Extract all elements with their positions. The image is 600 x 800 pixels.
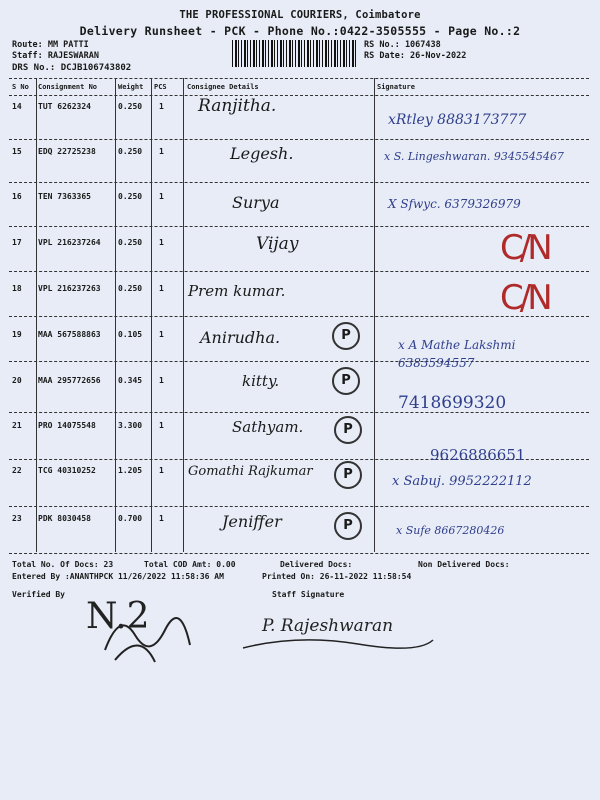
signature-entry: C/N <box>500 228 549 268</box>
delivered-docs: Delivered Docs: <box>280 560 353 569</box>
cell-consignment: PRO 14075548 <box>38 421 96 430</box>
col-header-consignee: Consignee Details <box>187 83 259 91</box>
total-docs: Total No. Of Docs: 23 <box>12 560 114 569</box>
consignee-name: Anirudha. <box>200 328 281 347</box>
cell-consignment: MAA 567588863 <box>38 330 101 339</box>
cell-pcs: 1 <box>159 284 164 293</box>
cell-sno: 20 <box>12 376 22 385</box>
cell-weight: 0.250 <box>118 238 143 247</box>
cell-sno: 19 <box>12 330 22 339</box>
col-header-consignment: Consignment No <box>38 83 98 91</box>
signature-entry: 9626886651 <box>430 446 526 464</box>
cell-consignment: EDQ 22725238 <box>38 147 96 156</box>
divider <box>9 95 589 96</box>
signature-entry: x S. Lingeshwaran. 9345545467 <box>384 150 564 163</box>
cell-weight: 0.250 <box>118 102 143 111</box>
signature-entry: 7418699320 <box>398 393 507 413</box>
cell-pcs: 1 <box>159 238 164 247</box>
rs-date: RS Date: 26-Nov-2022 <box>364 51 467 61</box>
cell-sno: 17 <box>12 238 22 247</box>
staff-label: Staff: RAJESWARAN <box>12 51 99 61</box>
col-header-signature: Signature <box>377 83 415 91</box>
verifier-signature-scribble <box>95 590 215 670</box>
cell-pcs: 1 <box>159 147 164 156</box>
cell-pcs: 1 <box>159 192 164 201</box>
cell-consignment: TUT 6262324 <box>38 102 91 111</box>
staff-signature-label: Staff Signature <box>272 590 345 599</box>
entered-by: Entered By :ANANTHPCK 11/26/2022 11:58:36 AM <box>12 572 224 581</box>
signature-entry: x Sabuj. 9952222112 <box>392 474 532 489</box>
rs-number: RS No.: 1067438 <box>364 40 441 50</box>
cell-consignment: PDK 8030458 <box>38 514 91 523</box>
barcode <box>232 40 358 67</box>
cell-sno: 18 <box>12 284 22 293</box>
consignee-name: Gomathi Rajkumar <box>188 464 313 479</box>
non-delivered-docs: Non Delivered Docs: <box>418 560 510 569</box>
cell-pcs: 1 <box>159 421 164 430</box>
col-header-pcs: PCS <box>154 83 167 91</box>
printed-on: Printed On: 26-11-2022 11:58:54 <box>262 572 412 581</box>
route-label: Route: MM PATTI <box>12 40 89 50</box>
signature-entry: xRtley 8883173777 <box>388 112 527 128</box>
consignee-name: Sathyam. <box>232 418 304 436</box>
cell-pcs: 1 <box>159 466 164 475</box>
cell-weight: 0.700 <box>118 514 143 523</box>
pod-stamp-icon: P <box>334 512 362 540</box>
divider <box>9 78 589 79</box>
total-cod: Total COD Amt: 0.00 <box>144 560 236 569</box>
col-header-sno: S No <box>12 83 29 91</box>
company-title: THE PROFESSIONAL COURIERS, Coimbatore <box>179 9 421 21</box>
runsheet-subtitle: Delivery Runsheet - PCK - Phone No.:0422-3505555 - Page No.:2 <box>79 24 521 38</box>
cell-weight: 0.250 <box>118 147 143 156</box>
consignee-name: Ranjitha. <box>198 96 277 116</box>
consignee-name: Jeniffer <box>222 512 282 531</box>
staff-signature: P. Rajeshwaran <box>262 616 394 636</box>
consignee-name: Surya <box>232 193 280 212</box>
cell-weight: 0.105 <box>118 330 143 339</box>
row-divider <box>9 139 589 140</box>
row-divider <box>9 182 589 183</box>
pod-stamp-icon: P <box>332 367 360 395</box>
pod-stamp-icon: P <box>332 322 360 350</box>
cell-consignment: TCG 40310252 <box>38 466 96 475</box>
consignee-name: Legesh. <box>230 144 294 163</box>
cell-consignment: TEN 7363365 <box>38 192 91 201</box>
row-divider <box>9 506 589 507</box>
signature-entry: x Sufe 8667280426 <box>396 524 505 537</box>
staff-signature-underline <box>238 628 438 658</box>
cell-sno: 15 <box>12 147 22 156</box>
consignee-name: Prem kumar. <box>188 282 286 300</box>
cell-weight: 1.205 <box>118 466 143 475</box>
signature-entry: X Sfwyc. 6379326979 <box>388 197 521 211</box>
signature-entry: x A Mathe Lakshmi 6383594557 <box>398 338 516 370</box>
cell-sno: 22 <box>12 466 22 475</box>
cell-consignment: VPL 216237263 <box>38 284 101 293</box>
col-line <box>36 78 37 552</box>
col-line <box>115 78 116 552</box>
verified-by-label: Verified By <box>12 590 65 599</box>
cell-consignment: MAA 295772656 <box>38 376 101 385</box>
cell-consignment: VPL 216237264 <box>38 238 101 247</box>
cell-weight: 0.345 <box>118 376 143 385</box>
cell-weight: 0.250 <box>118 192 143 201</box>
row-divider <box>9 553 589 554</box>
consignee-name: Vijay <box>256 234 299 254</box>
pod-stamp-icon: P <box>334 416 362 444</box>
verifier-initials: N.2 <box>86 596 150 637</box>
cell-pcs: 1 <box>159 102 164 111</box>
cell-sno: 16 <box>12 192 22 201</box>
cell-weight: 3.300 <box>118 421 143 430</box>
cell-sno: 23 <box>12 514 22 523</box>
col-line <box>183 78 184 552</box>
cell-pcs: 1 <box>159 514 164 523</box>
cell-pcs: 1 <box>159 376 164 385</box>
signature-entry: C/N <box>500 278 549 318</box>
consignee-name: kitty. <box>242 372 280 390</box>
row-divider <box>9 271 589 272</box>
cell-weight: 0.250 <box>118 284 143 293</box>
cell-pcs: 1 <box>159 330 164 339</box>
pod-stamp-icon: P <box>334 461 362 489</box>
col-header-weight: Weight <box>118 83 144 91</box>
col-line <box>151 78 152 552</box>
cell-sno: 14 <box>12 102 22 111</box>
drs-number: DRS No.: DCJB106743802 <box>12 63 132 73</box>
row-divider <box>9 226 589 227</box>
cell-sno: 21 <box>12 421 22 430</box>
col-line <box>374 78 375 552</box>
